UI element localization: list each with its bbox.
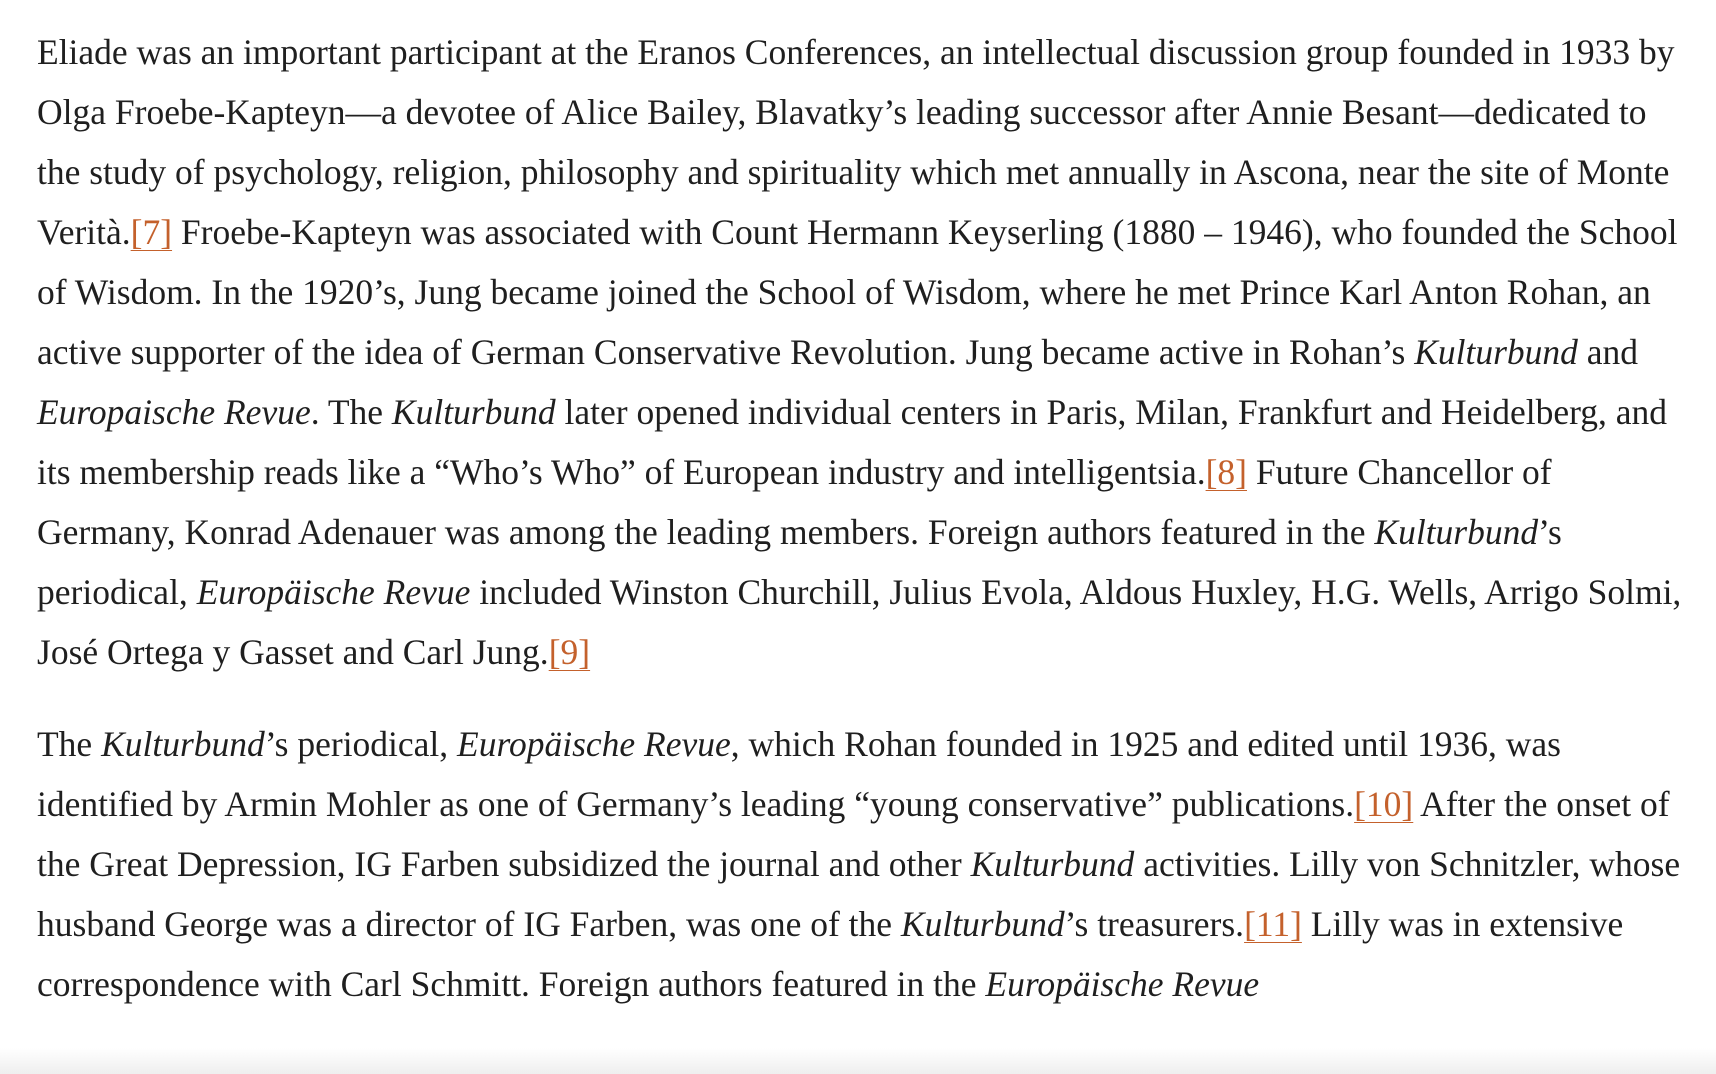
footnote-link-8[interactable]: [8]	[1205, 452, 1247, 492]
article-body	[37, 22, 1687, 1046]
text-span: Future Chancellor of Germany, Konrad Adenauer was among the leading members. Foreign authors featured in the	[37, 452, 1552, 552]
text-span: After the onset of the Great Depression, IG Farben subsidized the journal and other	[37, 784, 1670, 884]
text-span: later opened individual centers in Paris, Milan, Frankfurt and Heidelberg, and its membership reads like a “Who’s Who” of European industry and intelligentsia.	[37, 392, 1668, 492]
italic-term: Kulturbund	[391, 392, 556, 432]
italic-term: Kulturbund	[900, 904, 1065, 944]
paragraph-eranos	[37, 22, 1687, 682]
text-span: , which Rohan founded in 1925 and edited until 1936, was identified by Armin Mohler as one of Germany’s leading “young conservative” publications.	[37, 724, 1561, 824]
footnote-link-9[interactable]: [9]	[548, 632, 591, 672]
italic-term: Europäische Revue	[196, 572, 471, 612]
text-span: Eliade was an important participant at the Eranos Conferences, an intellectual discussion group founded in 1933 by Olga Froebe-Kapteyn—a devotee of Alice Bailey, Blavatky’s leading successor after Annie Besant—dedicated to the study of psychology, religion, philosophy and spirituality which met annually in Ascona, near the site of Monte Verità.	[37, 32, 1675, 252]
text-span: The	[37, 724, 102, 764]
footnote-link-7[interactable]: [7]	[130, 212, 173, 252]
text-span: Lilly was in extensive correspondence with Carl Schmitt. Foreign authors featured in the	[37, 904, 1624, 1004]
text-span: ’s periodical,	[37, 512, 1562, 612]
paragraph-europaische-revue	[37, 714, 1687, 1014]
italic-term: Kulturbund	[101, 724, 265, 764]
italic-term: Kulturbund	[1374, 512, 1539, 552]
text-span: ’s periodical,	[264, 724, 458, 764]
text-span: Froebe-Kapteyn was associated with Count Hermann Keyserling (1880 – 1946), who founded the School of Wisdom. In the 1920’s, Jung became joined the School of Wisdom, where he met Prince Karl Anton Rohan, an active supporter of the idea of German Conservative Revolution. Jung became active in Rohan’s	[37, 212, 1678, 372]
italic-term: Europäische Revue	[457, 724, 731, 764]
footnote-link-11[interactable]: [11]	[1244, 904, 1302, 944]
text-span: activities. Lilly von Schnitzler, whose husband George was a director of IG Farben, was one of the	[37, 844, 1681, 944]
text-span: ’s treasurers.	[1064, 904, 1245, 944]
text-span: . The	[310, 392, 392, 432]
bottom-scroll-fade	[0, 1048, 1716, 1074]
italic-term: Kulturbund	[1414, 332, 1578, 372]
footnote-link-10[interactable]: [10]	[1354, 784, 1414, 824]
italic-term: Europäische Revue	[985, 964, 1260, 1004]
text-span: and	[1577, 332, 1639, 372]
italic-term: Europaische Revue	[37, 392, 311, 432]
italic-term: Kulturbund	[970, 844, 1135, 884]
text-span: included Winston Churchill, Julius Evola, Aldous Huxley, H.G. Wells, Arrigo Solmi, José Ortega y Gasset and Carl Jung.	[37, 572, 1682, 672]
